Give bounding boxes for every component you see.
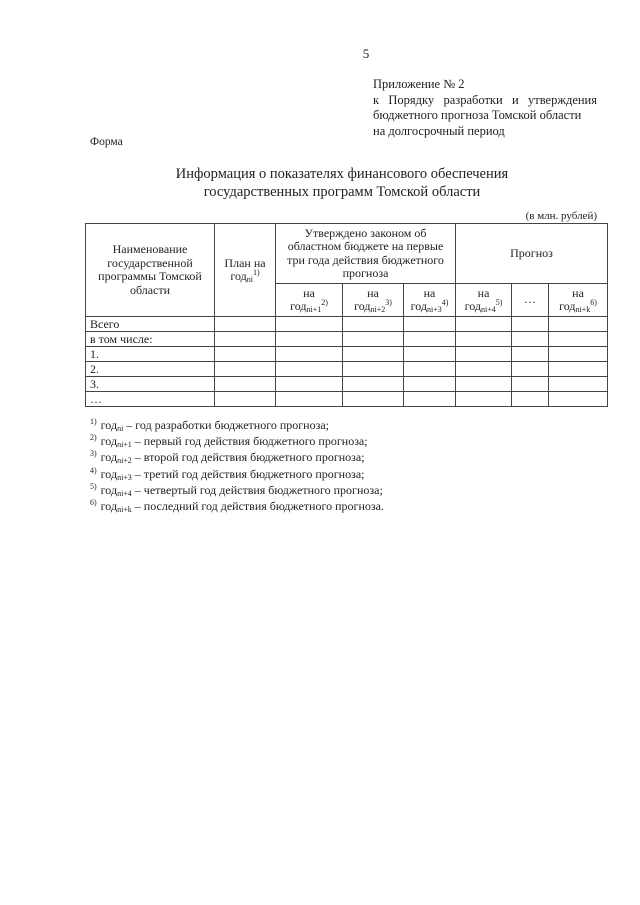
table-cell	[215, 377, 276, 392]
footnote-3	[90, 449, 600, 465]
table-cell	[276, 332, 343, 347]
header-plan-sub: ni	[246, 275, 253, 284]
table-cell	[404, 317, 456, 332]
table-cell	[404, 377, 456, 392]
footnote-text: – первый год действия бюджетного прогноза;	[131, 434, 368, 449]
table-cell	[456, 377, 512, 392]
table-header-row-1	[86, 224, 608, 284]
footnote-6	[90, 498, 600, 514]
footnote-text: – третий год действия бюджетного прогноза;	[131, 466, 365, 481]
appendix-line-2: бюджетного прогноза Томской области	[373, 108, 582, 122]
table-cell	[215, 392, 276, 407]
table-cell	[215, 362, 276, 377]
table-cell	[549, 317, 608, 332]
table-cell	[549, 377, 608, 392]
row-label: Всего	[86, 317, 215, 332]
table-cell	[456, 362, 512, 377]
footnote-sub: ni+1	[117, 440, 132, 450]
header-year-3	[404, 284, 456, 317]
table-row-total	[86, 317, 608, 332]
table-cell	[343, 377, 404, 392]
table-cell	[512, 332, 549, 347]
header-year-1-sub: ni+1	[306, 305, 322, 314]
page-number: 5	[362, 46, 370, 61]
header-year-k-sub: ni+k	[575, 305, 591, 314]
table-cell	[456, 317, 512, 332]
document-title-line-2: государственных программ Томской области	[203, 184, 481, 200]
header-year-2-sub: ni+2	[370, 305, 386, 314]
document-title-line-1: Информация о показателях финансового обеспечения	[175, 166, 509, 182]
table-cell	[343, 332, 404, 347]
table-row-including	[86, 332, 608, 347]
unit-note: (в млн. рублей)	[525, 210, 597, 222]
row-label: 3.	[86, 377, 215, 392]
header-plan-label: План на год	[224, 255, 266, 283]
header-forecast: Прогноз	[456, 224, 608, 284]
header-year-2-note: 3)	[385, 298, 392, 307]
table-cell	[456, 392, 512, 407]
appendix-line-1: к Порядку разработки и утверждения	[373, 92, 597, 107]
footnote-5	[90, 482, 600, 498]
table-cell	[276, 317, 343, 332]
table-cell	[343, 317, 404, 332]
table-cell	[456, 347, 512, 362]
footnote-4	[90, 466, 600, 482]
footnote-text: – четвертый год действия бюджетного прогноза;	[131, 482, 383, 497]
footnote-sub: ni+3	[117, 472, 132, 482]
footnote-year-word: год	[100, 482, 118, 497]
table-row-ellipsis	[86, 392, 608, 407]
appendix-header	[373, 77, 597, 139]
table-cell	[215, 347, 276, 362]
footnote-year-word: год	[100, 450, 118, 465]
table-cell	[512, 362, 549, 377]
header-on-label: на	[477, 285, 490, 300]
row-label: 1.	[86, 347, 215, 362]
header-ellipsis: …	[512, 284, 549, 317]
header-year-word: год	[354, 299, 371, 313]
footnote-sub: ni+2	[117, 456, 132, 466]
table-cell	[512, 377, 549, 392]
table-cell	[215, 332, 276, 347]
header-year-k-note: 6)	[590, 298, 597, 307]
row-label: 2.	[86, 362, 215, 377]
header-on-label: на	[367, 285, 379, 300]
header-year-4-sub: ni+4	[481, 305, 496, 314]
header-year-4-note: 5)	[495, 298, 503, 307]
header-year-3-note: 4)	[441, 298, 449, 307]
table-cell	[276, 347, 343, 362]
footnote-text: – год разработки бюджетного прогноза;	[123, 418, 329, 432]
footnote-year-word: год	[100, 418, 118, 432]
header-plan	[215, 224, 276, 317]
header-year-word: год	[410, 299, 427, 313]
header-on-label: на	[572, 285, 584, 300]
table-cell	[512, 347, 549, 362]
table-cell	[343, 392, 404, 407]
table-cell	[276, 392, 343, 407]
table-cell	[549, 392, 608, 407]
table-cell	[215, 317, 276, 332]
table-row-1	[86, 347, 608, 362]
table-cell	[404, 332, 456, 347]
footnote-text: – второй год действия бюджетного прогноза;	[131, 450, 365, 465]
document-title	[0, 165, 640, 201]
table-cell	[549, 332, 608, 347]
header-on-label: на	[423, 285, 436, 300]
footnote-mark: 5)	[90, 481, 97, 491]
table-cell	[549, 347, 608, 362]
footnote-mark: 4)	[90, 465, 97, 475]
footnote-sub: ni	[117, 424, 124, 433]
footnote-mark: 2)	[90, 433, 97, 443]
form-label: Форма	[90, 136, 123, 148]
table-cell	[276, 377, 343, 392]
table-cell	[456, 332, 512, 347]
header-plan-note: 1)	[252, 268, 260, 277]
footnote-1	[90, 417, 600, 433]
appendix-title: Приложение № 2	[373, 77, 465, 91]
footnote-year-word: год	[100, 466, 118, 481]
row-label: в том числе:	[86, 332, 215, 347]
footnote-mark: 3)	[90, 449, 97, 459]
header-year-1-note: 2)	[321, 298, 328, 307]
footnote-sub: ni+k	[117, 505, 132, 515]
table-cell	[549, 362, 608, 377]
table-cell	[276, 362, 343, 377]
header-approved-by-law: Утверждено законом об областном бюджете на первые три года действия бюджетного прогноза	[276, 224, 456, 284]
footnote-mark: 1)	[90, 417, 97, 426]
footnote-mark: 6)	[90, 498, 97, 508]
table-cell	[404, 362, 456, 377]
header-program-name: Наименование государственной программы Томской области	[86, 224, 215, 317]
footnote-year-word: год	[100, 434, 118, 449]
header-on-label: на	[303, 285, 315, 300]
table-row-3	[86, 377, 608, 392]
table-cell	[343, 362, 404, 377]
table-row-2	[86, 362, 608, 377]
footnote-2	[90, 433, 600, 449]
table-cell	[404, 392, 456, 407]
footnote-sub: ni+4	[117, 488, 132, 498]
footnotes	[90, 417, 600, 514]
header-year-word: год	[290, 299, 307, 313]
table-cell	[404, 347, 456, 362]
header-year-1	[276, 284, 343, 317]
header-year-k	[549, 284, 608, 317]
header-year-word: год	[464, 299, 481, 313]
footnote-text: – последний год действия бюджетного прогноза.	[131, 499, 384, 514]
row-label: …	[86, 392, 215, 407]
table-cell	[512, 317, 549, 332]
financing-table	[85, 223, 608, 407]
appendix-line-3: на долгосрочный период	[373, 123, 505, 138]
table-cell	[343, 347, 404, 362]
table-cell	[512, 392, 549, 407]
header-year-4	[456, 284, 512, 317]
header-year-word: год	[559, 299, 576, 313]
footnote-year-word: год	[100, 499, 118, 514]
header-year-3-sub: ni+3	[427, 305, 442, 314]
header-year-2	[343, 284, 404, 317]
